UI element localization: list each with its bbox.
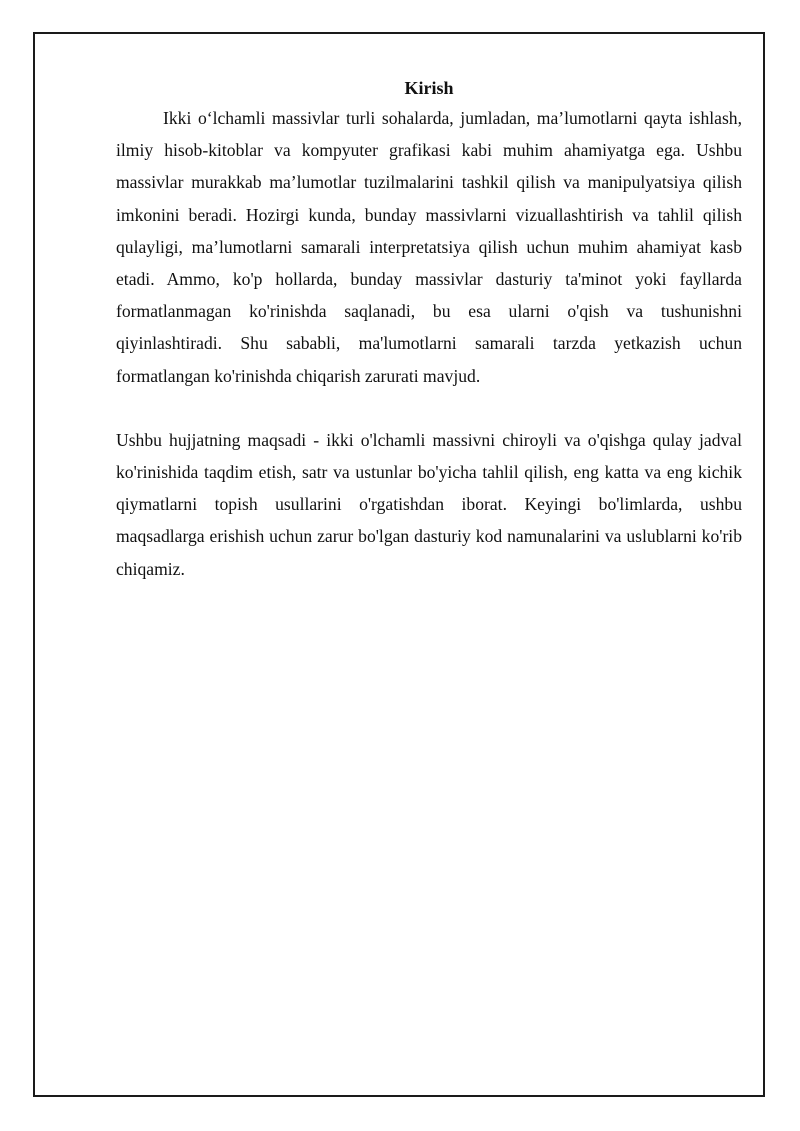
section-title: Kirish bbox=[404, 78, 454, 98]
document-body bbox=[116, 74, 742, 585]
intro-paragraph: Ikki o‘lchamli massivlar turli sohalarda, jumladan, ma’lumotlarni qayta ishlash, ilmiy hisob-kitoblar va kompyuter grafikasi kabi muhim ahamiyatga ega. Ushbu massivlar murakkab ma’lumotlar tuzilmalarini tashkil qilish va manipulyatsiya qilish imkonini beradi. Hozirgi kunda, bunday massivlarni vizuallashtirish va tahlil qilish qulayligi, ma’lumotlarni samarali interpretatsiya qilish uchun muhim ahamiyat kasb etadi. Ammo, ko'p hollarda, bunday massivlar dasturiy ta'minot yoki fayllarda formatlanmagan ko'rinishda saqlanadi, bu esa ularni o'qish va tushunishni qiyinlashtiradi. Shu sababli, ma'lumotlarni samarali tarzda yetkazish uchun formatlangan ko'rinishda chiqarish zarurati mavjud. bbox=[116, 108, 742, 386]
purpose-paragraph: Ushbu hujjatning maqsadi - ikki o'lchamli massivni chiroyli va o'qishga qulay jadval ko'rinishida taqdim etish, satr va ustunlar bo'yicha tahlil qilish, eng katta va eng kichik qiymatlarni topish usullarini o'rgatishdan iborat. Keyingi bo'limlarda, ushbu maqsadlarga erishish uchun zarur bo'lgan dasturiy kod namunalarini va uslublarni ko'rib chiqamiz. bbox=[116, 429, 742, 579]
